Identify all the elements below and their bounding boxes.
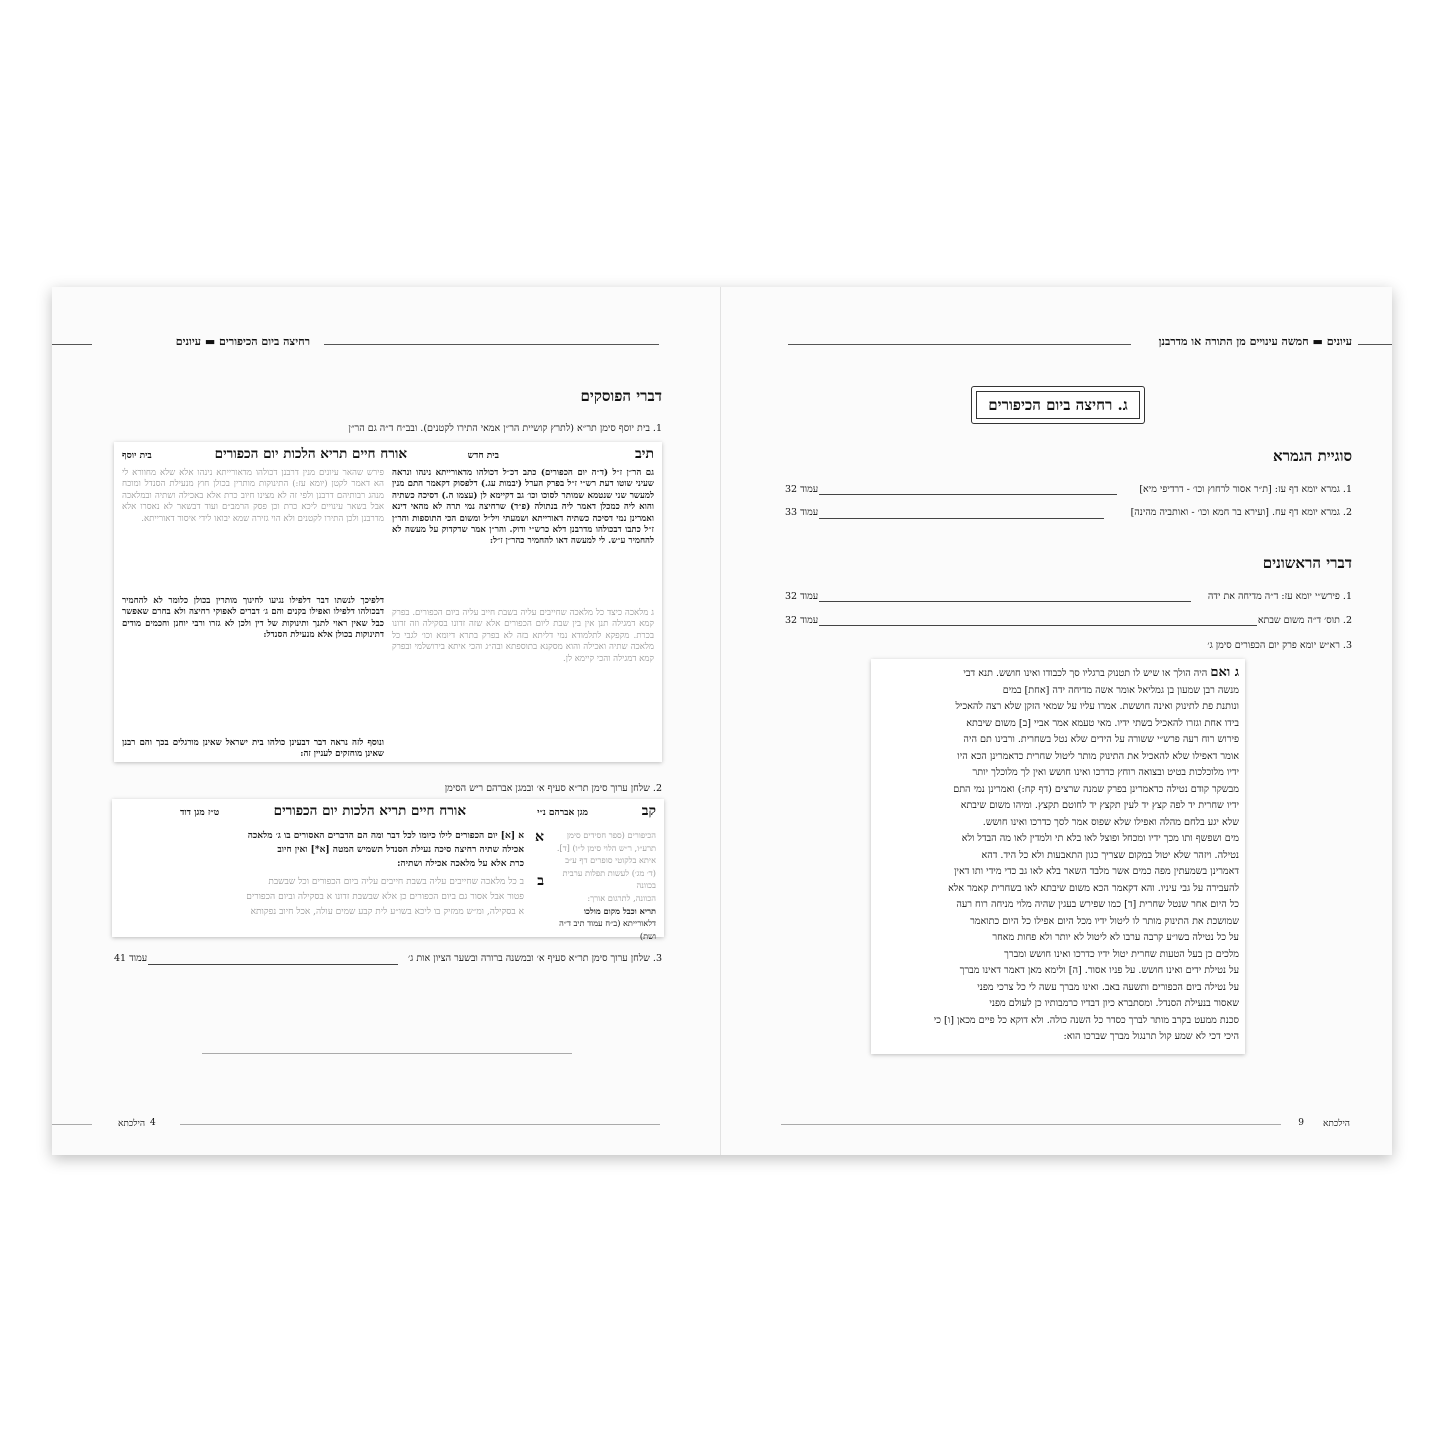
rosh-line: בידו אחת וגזרו להאכיל בשתי ידיו. מאי טעמא אמר אביי [ב] משום שיבתא [966,717,1239,729]
scan2-line-a3: כרת אלא על מלאכה אכילה ושתיה: [397,859,524,869]
scan2-side-7: דלאורייתא (ב״ח עמוד תיב ד״ה ושת) [559,918,656,941]
rosh-line: שאסור בנעילת הסנדל. ומסתברא כיון דבדיו כרמבותיו כן לעולם מפני [989,998,1239,1009]
scan2-side-5: הכוונה, לתרגום אורך: [587,892,656,903]
rosh-line: שמושכת את התינוק מותר לו ליטול ידיו מכל היום אפילו כל היום כתואמר [970,915,1239,927]
gemara-1-answer-line [819,494,1117,495]
left-running-head: רחיצה ביום הכיפורים ▬ עיונים [175,335,310,348]
left-page [52,287,721,1155]
rosh-line: על כל נטילה בשו״ע קרבה ערבו לא ליטול לא יותר ולא פחות מאחר [992,932,1239,943]
left-footer-brand: הילכתא [118,1119,146,1129]
rishonim-2-answer-line [819,625,1257,626]
source-1: 1. בית יוסף סימן תר״א (לתרץ קושיית הר״ן אמאי התירו לקטנים). ובב״ח ד״ה גם הר״ן [348,423,662,434]
bet-yosef-scan [114,442,662,762]
footer-rule-left-outer [52,1124,92,1125]
scan2-left-label: ט״ז מגן דוד [180,808,220,818]
scan2-side-6: תריא וכבל מקום מולכו [583,905,656,916]
rosh-lead: ג ואם [1210,665,1239,680]
scan1-col-right-bottom [392,608,654,758]
source-2: 2. שלחן ערוך סימן תר״א סעיף א׳ ובמגן אברהם ריש הסימן [444,783,662,794]
rosh-line: נטילה. ויזהר שלא יטול במקום שצריך כגון התאבעות ולא כל היד. דהא [981,849,1239,861]
rosh-line: מלכים כן בעל הטעות שחרית יטול ידיו כדרכו ואינו חושש ומברך [1004,948,1239,960]
poskim-heading: דברי הפוסקים [580,387,662,405]
scan2-right-label: מגן אברהם נ״י [537,808,588,818]
rosh-line: להעבירה על גבי עיניו. והא דקאמר הכא משום שיבתא לאו בשחרית קאמר אלא [948,882,1239,894]
footer-rule-right [781,1124,1281,1125]
chapter-title-box [971,386,1145,424]
rosh-line: סכנת ממעט בקרב מותר לברך כסדר כל השנה כולה. ולא דוקא כל פיים מכאן [ו] כי [933,1014,1239,1026]
scan2-line-b3: א בסקילה, ומ״ש ממזיק בו ליכא בשו״ע לית קבע שמים עולה, אכל חיוב נפקותא [250,907,524,917]
rosh-line: על נטילה ביום הכפורים ותשעה באב. ואינו מברך עשה לי כל צרכי מפני [977,981,1239,993]
rosh-line: מבשקר קודם נטילה כדאמרינן בפרק שמנה שרצים (דף קח:) ואמרינן נמי התם [953,783,1239,795]
scan1-left-faded-text: פירש שהאר עיונים מנין דרבנן דכולהו מדאורייתא נינהו אלא שלא מחוורא לי הא דאמר לקטן (יומא עז:) התינוקות מותרין בכולן חוץ מנעילת הסנדל ומוכח מנהג רבותיהם דרבנן ולפי זה לא מצינו חיוב כרת אלא באכילה ושתיה ובמלאכה אבל בשאר עינויים ליכא כרת וכן פסק הרמב״ם ועוד דבשאר לא נאסרו אלא מדרבנן ולכן התירו לקטנים ולא הוי גזירה שמא יבואו לידי איסור דאורייתא. [122,468,384,524]
scan2-line-b2: פטור אבל אסור גם ביום הכפורים כן אלא שבשבת זדונו א בסקילה וביום הכפורים [246,892,524,902]
scan1-col-right-top [392,468,654,606]
scan1-right-dark-text: גם הר״ן ז״ל (ד״ה יום הכפורים) כתב דכ״ל דכולהו מדאורייתא נינהו ונראה שעיני שוטו דעת רש״י ז״ל בפרק הערל (יבמות עג.) דלפסוק דקאמר התם מנין למעשר שני שנטמא שמותר לסוכו וכו׳ גב דקיימא לן (עצמו ה.) דסיכה כשתיה והוא ליה כמכלן דאמר ליה בנתולה (פ״ד) שרחיצה נמי תרה לא מהאי דינא ואמרינן נמי דסיכה כשתיה דאורייתא ושמעתי ויל״ל ומשום הכי התוספות והר״ן ז״ל כתבו דבכולהו מדרבנן דלא כרש״י ודוק. והר״ן אמר שדקדוק על מעשה לא להחמיר ע״ש. לי למעשה דאו להחמיר כהר״ן ז״ל: [392,468,654,547]
source-3-answer-line [148,964,398,965]
scan2-letter-b: ב [537,873,544,889]
rishonim-2-page: עמוד 32 [785,615,819,626]
scan1-right-faded-text: ג מלאכה כיצד כל מלאכה שחייבים עליה בשבת חייב עליה ביום הכפורים. בפרק קמא דמגילה תנן אין בין שבת ליום הכפורים אלא שזה זדונו בסקילה וזה זדונו בכרת. מקפקא לתלמודא נמי דליתא בזה לא בפרק בתרא דיומא וכו׳ לגבי כל מלאכה שתיה ואכילה והוא מסקנא בתוספתא ובה״ג והכי איתא בירושלמי ובפרק קמא דמגילה והכי קיימא לן. [392,608,654,664]
left-page-number: 4 [150,1118,156,1128]
scan1-col-left-top [122,468,384,594]
header-rule [788,344,1131,345]
rosh-lines [877,683,1239,1046]
scan1-title: אורח חיים תריא הלכות יום הכפורים [214,446,407,462]
scan2-seif-b [120,875,524,933]
scan1-page-mark: תיב [635,446,654,462]
right-page-number: 9 [1298,1118,1304,1128]
gemara-2-answer-line [819,518,1104,519]
rosh-line: ונותנת פת לתינוק ואינה חוששת. אמרו עליו על שמאי הזקן שלא רצה להאכיל [955,701,1239,712]
scan1-left-tail-text: ונוסף לזה נראה דבר דבעינן כולהו בית ישראל שאינן מורגלים בכך והם רבנן שאינן מוחזקים לעניין זה: [122,738,384,760]
source-3-page: עמוד 41 [114,953,148,964]
scan2-side-column [548,829,656,941]
rosh-line: מים ושפשף ותו מכך ידיו ומכחל ופוצל לאו בלא תי ולמדין לאו מה הבדל ולא [961,833,1239,844]
book-spread [52,287,1392,1155]
gemara-source-1: 1. גמרא יומא דף עז: [ת״ר אסור לרחוץ וכו׳ - דרדיפי מיא] [1139,484,1352,495]
rosh-line: אומר דאפילו שלא להאכיל את התינוק מותר ליטול שחרית כדאמרינן הכא היו [957,750,1239,762]
rosh-line: מנשה רבן שמעון בן גמליאל אומר אשה מדיחה ידה [אחת] במים [1002,684,1239,696]
scan1-left-dark-text: דלפיכך לנשתו דבר דלפילו נגיעו לחינוך מותרין בכולן כלומר לא להחמיר דבכולהו דלפילו ואפילו בקנים והם ג׳ דברים לאפוקי רחיצה ולא בחרם שאפשר כבל שאין ראוי לתנך ותינוקות של דין ולכן לא גזרו ורבי יוחנן וחכמים מודים דתינוקות בכולן אלא מנעילת הסנדל: [122,596,384,641]
header-rule-left [52,344,92,345]
gemara-2-page: עמוד 33 [785,507,819,518]
scan1-col-left-middle [122,596,384,734]
rosh-line: דאמרינן בשמעתין מפה כמים אשר מלבד השאר בלא לאו גב כדי מידי ותו דאין [953,866,1239,877]
scan2-title: אורח חיים תריא הלכות יום הכפורים [273,803,466,819]
gemara-source-2: 2. גמרא יומא דף עח. [ועירא בר חמא וכו׳ - ואותביה מהינה] [1130,507,1352,518]
rosh-line: על נטילת ידים ואינו חושש. על פניו אסור. [ה] ולימא מאן דאמר דאינו מברך [959,965,1239,976]
scan1-col-left-tail [122,738,384,760]
right-footer-brand: הילכתא [1322,1119,1350,1129]
source-3: 3. שלחן ערוך סימן תר״א סעיף א׳ ובמשנה ברורה ובשער הציון אות ג׳ [407,953,662,964]
scan2-letter-a: א [535,829,544,845]
scan2-seif-a [120,829,524,877]
scan1-right-label: בית חדש [467,451,499,461]
rosh-line: היכי דכי לא שמע קול תרנגול מברך שברכו הוא: [1063,1031,1239,1042]
header-rule [324,344,659,345]
scan1-left-label: בית יוסף [122,451,152,461]
footer-rule-left [180,1124,660,1125]
chapter-title: ג. רחיצה ביום הכיפורים [976,391,1140,419]
rishonim-heading: דברי הראשונים [1262,554,1352,572]
rosh-text [877,665,1239,1046]
rosh-line: פירוש רוח רעה פרש״י ששורה על הידים שלא נטל בשחרית. ורבינו תם היה [963,734,1239,745]
rosh-line: שלא יגע בלחם מהלה ואפילו שלא שפוס אמר לסך כדרכו ואינו חושש. [982,816,1239,828]
right-running-head: עיונים ▬ חמשה עינויים מן התורה או מדרבנן [1158,335,1352,348]
scan-shadow-rule [202,1053,572,1054]
scan2-side-1: הכיפורים (ספר חסידים סימן [566,830,656,840]
gemara-heading: סוגיית הגמרא [1272,447,1352,465]
header-rule-right [1358,344,1392,345]
scan2-side-4: (ד׳ מג׳) לעשות תפלות ערבית בכוונה [562,867,656,891]
rosh-line: כל היום אחר שנטל שחרית [ד] כמו שפירש בעגין שהיה מלוי מניחה רוח רעה [956,899,1239,910]
scan2-line-b1: ב כל מלאכה שחייבים עליה בשבת חייבים עליה ביום הכפורים וכל שבשבת [268,877,524,887]
rishonim-1-answer-line [819,601,1191,602]
scan2-side-3: איתא בלקוטי סופרים דף ע״ב [565,855,656,866]
rishonim-source-3: 3. רא״ש יומא פרק יום הכפורים סימן ג׳ [1207,640,1352,651]
rosh-line-0: היה הולך או שיש לו תטנוק ברגליו סך לכבודו ואינו חושש. תנא דבי [963,668,1208,679]
scan2-page-mark: קב [641,803,656,819]
shulchan-aruch-scan [112,799,664,941]
rishonim-source-1: 1. פירש״י יומא עז: ד״ה מדיחה את ידה [1207,591,1352,602]
rosh-line: ידיו שחרית יד לפה קצץ יד לעין תקצץ יד לחוטם תקצץ. ומיהו משום שיבתא [960,800,1239,811]
scan2-line-a2: אכילה שתיה רחיצה סיכה נעילת הסנדל תשמיש המטה [א*] ואין חיוב [277,845,524,855]
rosh-line: ידיו מלוכלכות בטיט ובצואה רוחץ כדרכו ואינו חושש ואין לך מלוכלך יותר [972,767,1239,778]
rosh-scan [871,659,1245,1054]
scan2-side-2: תרע״ו, ר״ש הלוי סימן ל״ו) [ד]. [556,842,656,853]
gemara-1-page: עמוד 32 [785,484,819,495]
rishonim-1-page: עמוד 32 [785,591,819,602]
rishonim-source-2: 2. תוס׳ ד״ה משום שבתא [1257,615,1352,626]
scan2-line-a1: א [א] יום הכפורים לילו כיומו לכל דבר ומה הם הדברים האסורים בו ג׳ מלאכה [247,831,524,841]
right-page [721,287,1392,1155]
